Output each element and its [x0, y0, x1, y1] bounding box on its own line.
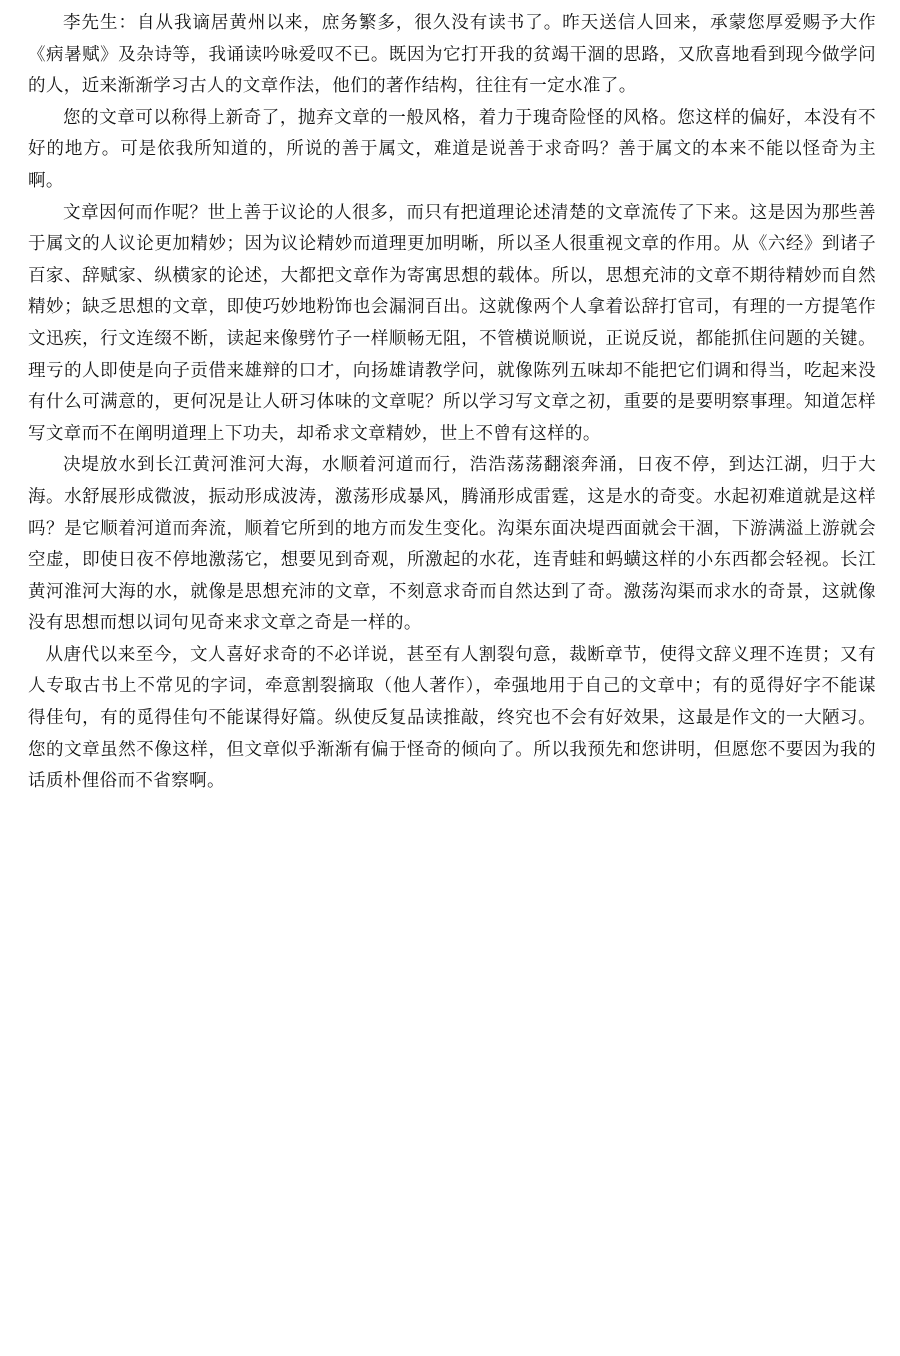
paragraph-2: 您的文章可以称得上新奇了，抛弃文章的一般风格，着力于瑰奇险怪的风格。您这样的偏好，本没有不好的地方。可是依我所知道的，所说的善于属文，难道是说善于求奇吗？善于属文的本来不能以怪奇为主啊。: [28, 107, 876, 191]
document-page: [28, 8, 876, 798]
paragraph-4: 决堤放水到长江黄河淮河大海，水顺着河道而行，浩浩荡荡翻滚奔涌，日夜不停，到达江湖，归于大海。水舒展形成微波，振动形成波涛，激荡形成暴风，腾涌形成雷霆，这是水的奇变。水起初难道就是这样吗？是它顺着河道而奔流，顺着它所到的地方而发生变化。沟渠东面决堤西面就会干涸，下游满溢上游就会空虚，即使日夜不停地激荡它，想要见到奇观，所激起的水花，连青蛙和蚂蟥这样的小东西都会轻视。长江黄河淮河大海的水，就像是思想充沛的文章，不刻意求奇而自然达到了奇。激荡沟渠而求水的奇景，这就像没有思想而想以词句见奇来求文章之奇是一样的。: [28, 455, 876, 634]
paragraph-1: 李先生：自从我谪居黄州以来，庶务繁多，很久没有读书了。昨天送信人回来，承蒙您厚爱赐予大作《病暑赋》及杂诗等，我诵读吟咏爱叹不已。既因为它打开我的贫竭干涸的思路，又欣喜地看到现今做学问的人，近来渐渐学习古人的文章作法，他们的著作结构，往往有一定水准了。: [28, 13, 876, 97]
paragraph-3: 文章因何而作呢？世上善于议论的人很多，而只有把道理论述清楚的文章流传了下来。这是因为那些善于属文的人议论更加精妙；因为议论精妙而道理更加明晰，所以圣人很重视文章的作用。从《六经》到诸子百家、辞赋家、纵横家的论述，大都把文章作为寄寓思想的载体。所以，思想充沛的文章不期待精妙而自然精妙；缺乏思想的文章，即使巧妙地粉饰也会漏洞百出。这就像两个人拿着讼辞打官司，有理的一方提笔作文迅疾，行文连缀不断，读起来像劈竹子一样顺畅无阻，不管横说顺说，正说反说，都能抓住问题的关键。理亏的人即使是向子贡借来雄辩的口才，向扬雄请教学问，就像陈列五味却不能把它们调和得当，吃起来没有什么可满意的，更何况是让人研习体味的文章呢？所以学习写文章之初，重要的是要明察事理。知道怎样写文章而不在阐明道理上下功夫，却希求文章精妙，世上不曾有这样的。: [28, 202, 876, 444]
paragraph-5: 从唐代以来至今，文人喜好求奇的不必详说，甚至有人割裂句意，裁断章节，使得文辞义理不连贯；又有人专取古书上不常见的字词，牵意割裂摘取（他人著作），牵强地用于自己的文章中；有的觅得好字不能谋得佳句，有的觅得佳句不能谋得好篇。纵使反复品读推敲，终究也不会有好效果，这最是作文的一大陋习。您的文章虽然不像这样，但文章似乎渐渐有偏于怪奇的倾向了。所以我预先和您讲明，但愿您不要因为我的话质朴俚俗而不省察啊。: [28, 644, 876, 792]
